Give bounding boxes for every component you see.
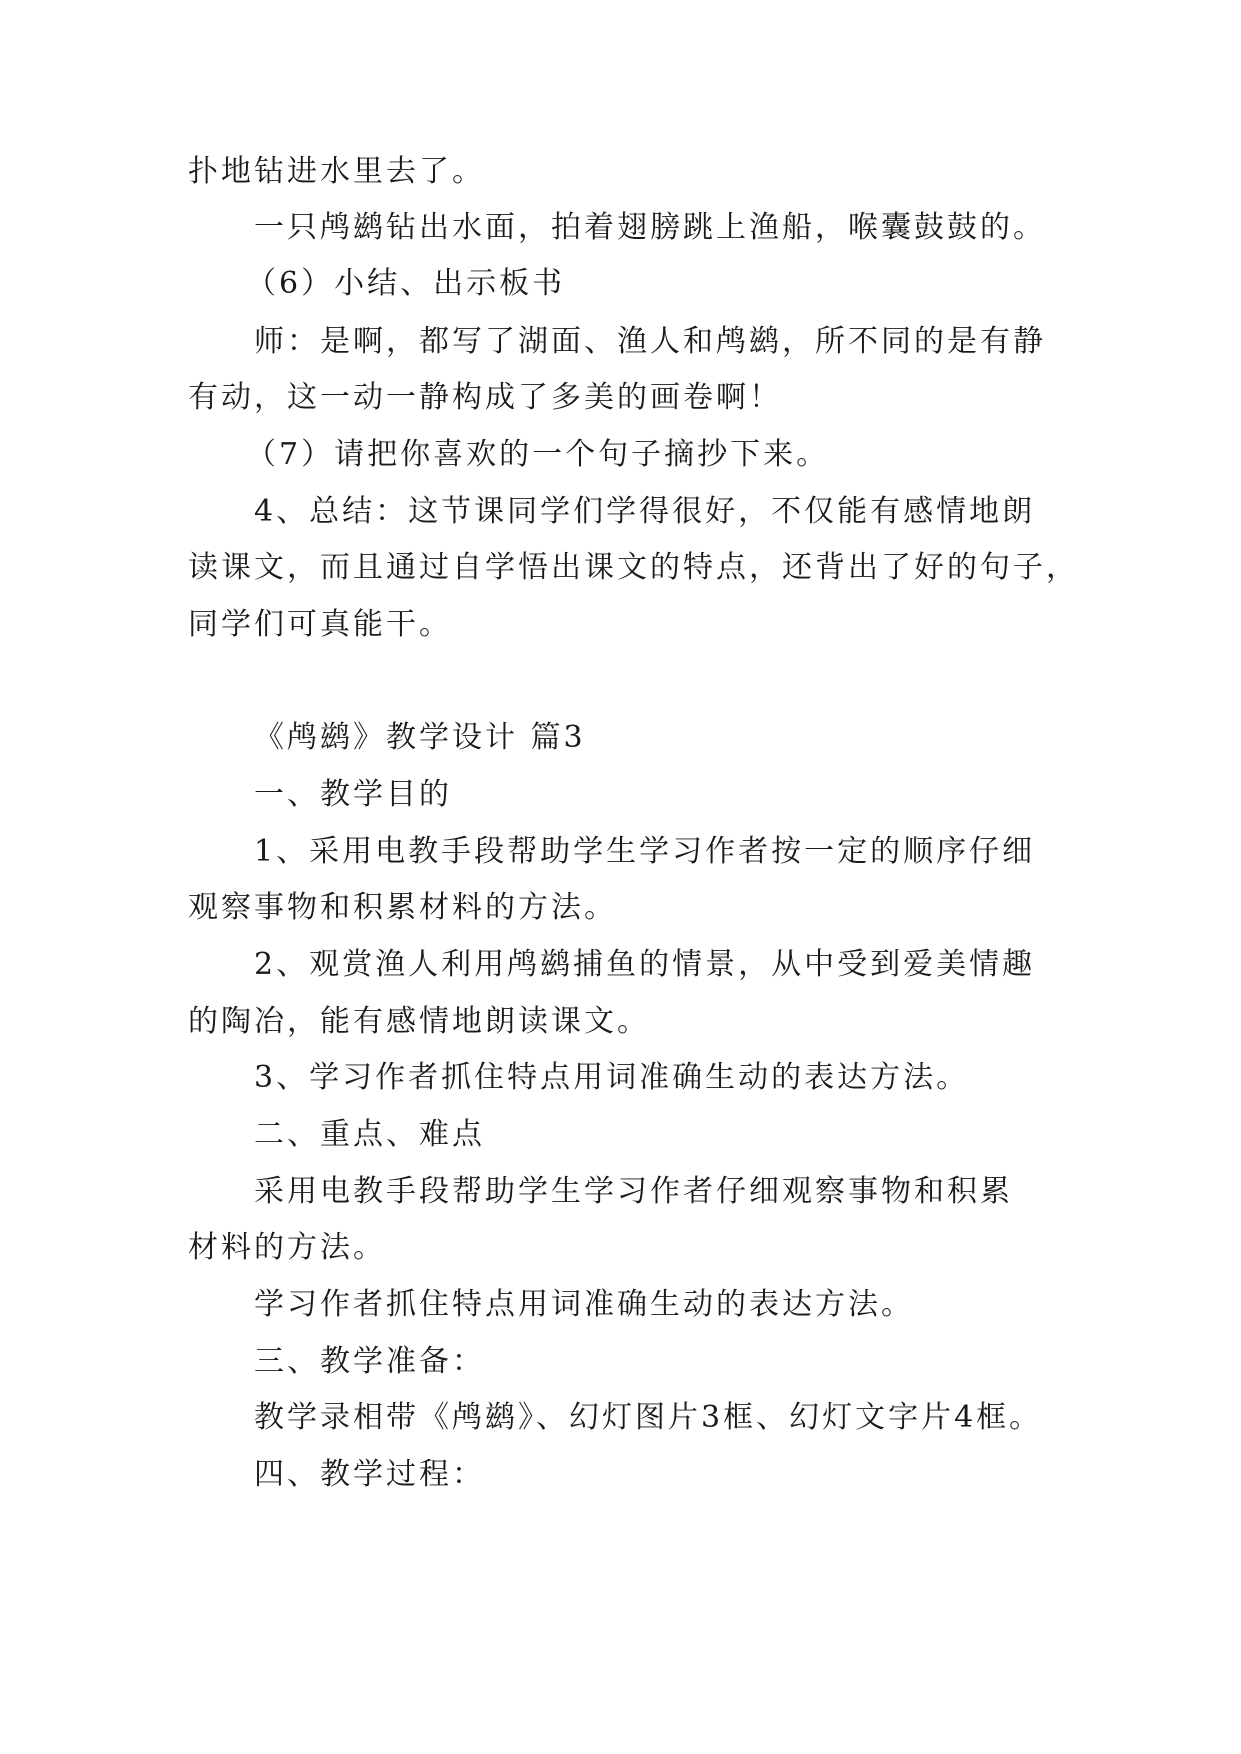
paragraph-line: 2、观赏渔人利用鸬鹚捕鱼的情景，从中受到爱美情趣 [254,947,1036,982]
paragraph-line: 教学录相带《鸬鹚》、幻灯图片3框、幻灯文字片4框。 [254,1400,1043,1435]
heading-line: 一、教学目的 [254,777,452,812]
paragraph-line: 采用电教手段帮助学生学习作者仔细观察事物和积累 [254,1174,1013,1209]
paragraph-line: 1、采用电教手段帮助学生学习作者按一定的顺序仔细 [254,834,1036,869]
paragraph-line: 读课文，而且通过自学悟出课文的特点，还背出了好的句子， [188,550,1079,585]
paragraph-line: （6）小结、出示板书 [246,266,566,301]
paragraph-line: （7）请把你喜欢的一个句子摘抄下来。 [246,437,830,472]
paragraph-line: 材料的方法。 [188,1230,386,1265]
heading-line: 二、重点、难点 [254,1117,485,1152]
paragraph-line: 有动，这一动一静构成了多美的画卷啊！ [188,380,782,415]
paragraph-line: 4、总结：这节课同学们学得很好，不仅能有感情地朗 [254,494,1036,529]
paragraph-line: 观察事物和积累材料的方法。 [188,890,617,925]
paragraph-line: 的陶冶，能有感情地朗读课文。 [188,1004,650,1039]
paragraph-line: 扑地钻进水里去了。 [188,154,485,189]
section-title: 《鸬鹚》教学设计 篇3 [254,720,586,755]
paragraph-line: 学习作者抓住特点用词准确生动的表达方法。 [254,1287,914,1322]
paragraph-line: 3、学习作者抓住特点用词准确生动的表达方法。 [254,1060,970,1095]
heading-line: 三、教学准备： [254,1344,485,1379]
paragraph-line: 同学们可真能干。 [188,607,452,642]
paragraph-line: 师：是啊，都写了湖面、渔人和鸬鹚，所不同的是有静 [254,324,1046,359]
heading-line: 四、教学过程： [254,1457,485,1492]
paragraph-line: 一只鸬鹚钻出水面，拍着翅膀跳上渔船，喉囊鼓鼓的。 [254,210,1046,245]
